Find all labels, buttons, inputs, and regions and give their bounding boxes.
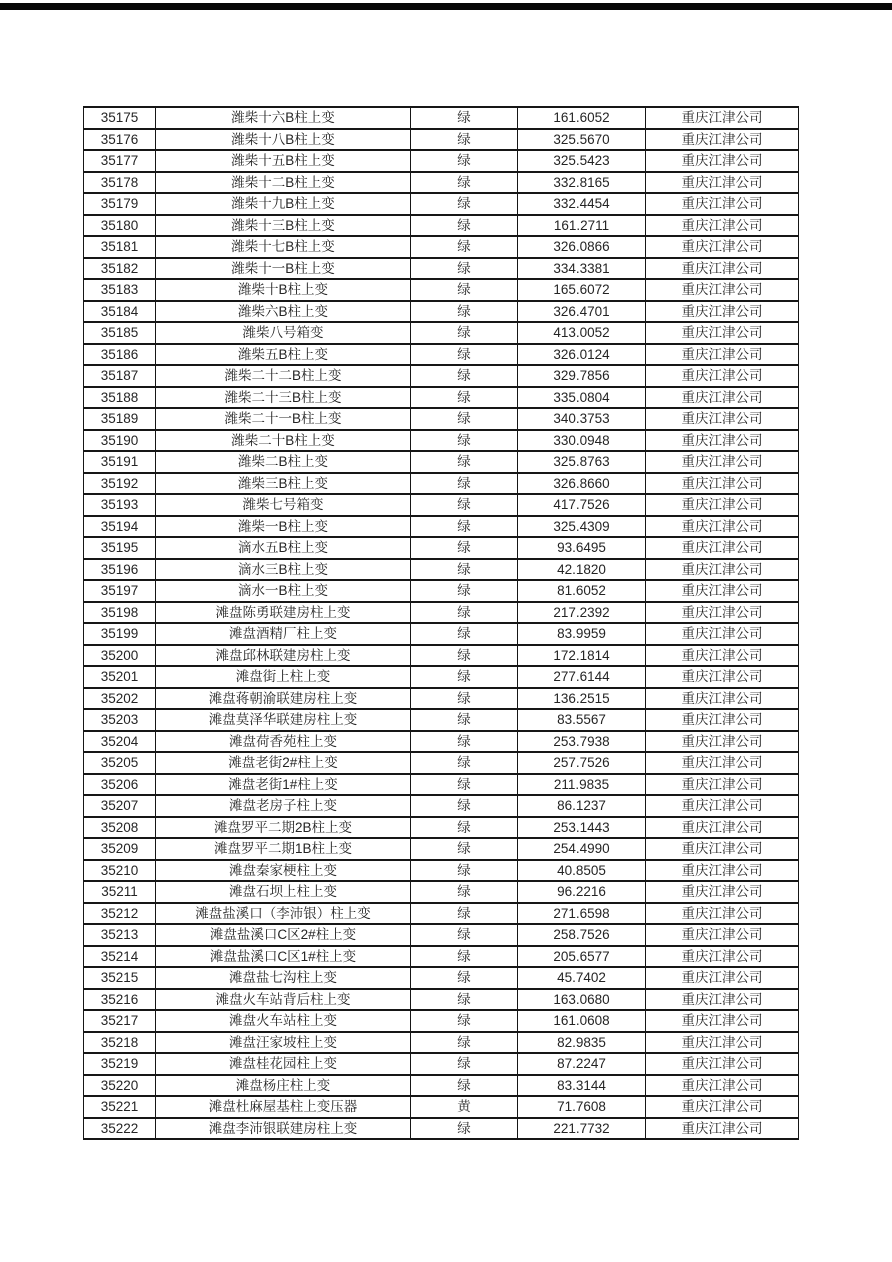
device-name-cell: 滩盘酒精厂柱上变 (156, 623, 411, 645)
company-cell: 重庆江津公司 (646, 1118, 799, 1140)
row-id-cell: 35182 (84, 258, 156, 280)
table-row (84, 666, 799, 688)
company-cell: 重庆江津公司 (646, 387, 799, 409)
table-row (84, 688, 799, 710)
device-name-cell: 滩盘火车站柱上变 (156, 1010, 411, 1032)
value-cell: 334.3381 (518, 258, 646, 280)
row-id-cell: 35201 (84, 666, 156, 688)
row-id-cell: 35180 (84, 215, 156, 237)
company-cell: 重庆江津公司 (646, 795, 799, 817)
status-cell: 绿 (411, 903, 518, 925)
row-id-cell: 35206 (84, 774, 156, 796)
value-cell: 277.6144 (518, 666, 646, 688)
row-id-cell: 35184 (84, 301, 156, 323)
row-id-cell: 35181 (84, 236, 156, 258)
company-cell: 重庆江津公司 (646, 494, 799, 516)
table-row (84, 387, 799, 409)
row-id-cell: 35191 (84, 451, 156, 473)
value-cell: 413.0052 (518, 322, 646, 344)
table-row (84, 279, 799, 301)
row-id-cell: 35188 (84, 387, 156, 409)
value-cell: 165.6072 (518, 279, 646, 301)
table-row (84, 129, 799, 151)
device-name-cell: 滩盘老街2#柱上变 (156, 752, 411, 774)
table-row (84, 1032, 799, 1054)
table-row (84, 838, 799, 860)
status-cell: 绿 (411, 881, 518, 903)
company-cell: 重庆江津公司 (646, 365, 799, 387)
company-cell: 重庆江津公司 (646, 817, 799, 839)
device-name-cell: 滩盘荷香苑柱上变 (156, 731, 411, 753)
device-name-cell: 滴水一B柱上变 (156, 580, 411, 602)
status-cell: 绿 (411, 258, 518, 280)
value-cell: 332.4454 (518, 193, 646, 215)
table-row (84, 215, 799, 237)
value-cell: 326.8660 (518, 473, 646, 495)
company-cell: 重庆江津公司 (646, 430, 799, 452)
value-cell: 93.6495 (518, 537, 646, 559)
status-cell: 绿 (411, 559, 518, 581)
value-cell: 221.7732 (518, 1118, 646, 1140)
value-cell: 96.2216 (518, 881, 646, 903)
row-id-cell: 35195 (84, 537, 156, 559)
table-row (84, 709, 799, 731)
row-id-cell: 35220 (84, 1075, 156, 1097)
device-name-cell: 潍柴一B柱上变 (156, 516, 411, 538)
company-cell: 重庆江津公司 (646, 215, 799, 237)
value-cell: 71.7608 (518, 1096, 646, 1118)
row-id-cell: 35207 (84, 795, 156, 817)
table-row (84, 451, 799, 473)
row-id-cell: 35215 (84, 967, 156, 989)
row-id-cell: 35186 (84, 344, 156, 366)
company-cell: 重庆江津公司 (646, 989, 799, 1011)
company-cell: 重庆江津公司 (646, 172, 799, 194)
status-cell: 绿 (411, 623, 518, 645)
table-row (84, 107, 799, 129)
status-cell: 绿 (411, 473, 518, 495)
table-body (84, 107, 799, 1139)
device-name-cell: 滩盘老房子柱上变 (156, 795, 411, 817)
value-cell: 325.4309 (518, 516, 646, 538)
company-cell: 重庆江津公司 (646, 559, 799, 581)
status-cell: 绿 (411, 709, 518, 731)
company-cell: 重庆江津公司 (646, 666, 799, 688)
row-id-cell: 35178 (84, 172, 156, 194)
table-row (84, 774, 799, 796)
device-name-cell: 潍柴三B柱上变 (156, 473, 411, 495)
row-id-cell: 35194 (84, 516, 156, 538)
value-cell: 335.0804 (518, 387, 646, 409)
status-cell: 绿 (411, 193, 518, 215)
value-cell: 271.6598 (518, 903, 646, 925)
company-cell: 重庆江津公司 (646, 1096, 799, 1118)
value-cell: 40.8505 (518, 860, 646, 882)
table-row (84, 1096, 799, 1118)
device-name-cell: 潍柴二十B柱上变 (156, 430, 411, 452)
value-cell: 326.4701 (518, 301, 646, 323)
device-name-cell: 滩盘火车站背后柱上变 (156, 989, 411, 1011)
status-cell: 绿 (411, 172, 518, 194)
value-cell: 326.0124 (518, 344, 646, 366)
device-name-cell: 滩盘罗平二期2B柱上变 (156, 817, 411, 839)
row-id-cell: 35209 (84, 838, 156, 860)
table-row (84, 430, 799, 452)
device-name-cell: 滩盘杜麻屋基柱上变压器 (156, 1096, 411, 1118)
device-name-cell: 潍柴十七B柱上变 (156, 236, 411, 258)
value-cell: 172.1814 (518, 645, 646, 667)
row-id-cell: 35192 (84, 473, 156, 495)
company-cell: 重庆江津公司 (646, 602, 799, 624)
device-name-cell: 潍柴十二B柱上变 (156, 172, 411, 194)
company-cell: 重庆江津公司 (646, 150, 799, 172)
status-cell: 绿 (411, 752, 518, 774)
company-cell: 重庆江津公司 (646, 645, 799, 667)
table-row (84, 344, 799, 366)
device-name-cell: 滩盘秦家梗柱上变 (156, 860, 411, 882)
row-id-cell: 35217 (84, 1010, 156, 1032)
status-cell: 绿 (411, 408, 518, 430)
value-cell: 161.6052 (518, 107, 646, 129)
value-cell: 340.3753 (518, 408, 646, 430)
value-cell: 161.0608 (518, 1010, 646, 1032)
company-cell: 重庆江津公司 (646, 516, 799, 538)
device-name-cell: 潍柴十八B柱上变 (156, 129, 411, 151)
company-cell: 重庆江津公司 (646, 537, 799, 559)
company-cell: 重庆江津公司 (646, 1010, 799, 1032)
table-row (84, 903, 799, 925)
row-id-cell: 35190 (84, 430, 156, 452)
value-cell: 325.5423 (518, 150, 646, 172)
table-row (84, 473, 799, 495)
status-cell: 绿 (411, 795, 518, 817)
value-cell: 417.7526 (518, 494, 646, 516)
value-cell: 253.7938 (518, 731, 646, 753)
status-cell: 绿 (411, 580, 518, 602)
device-name-cell: 滩盘李沛银联建房柱上变 (156, 1118, 411, 1140)
status-cell: 绿 (411, 989, 518, 1011)
company-cell: 重庆江津公司 (646, 129, 799, 151)
value-cell: 81.6052 (518, 580, 646, 602)
company-cell: 重庆江津公司 (646, 924, 799, 946)
transformer-table (83, 106, 799, 1140)
table-row (84, 1053, 799, 1075)
value-cell: 82.9835 (518, 1032, 646, 1054)
table-row (84, 795, 799, 817)
table-row (84, 752, 799, 774)
status-cell: 绿 (411, 215, 518, 237)
company-cell: 重庆江津公司 (646, 236, 799, 258)
table-row (84, 322, 799, 344)
device-name-cell: 滩盘蒋朝渝联建房柱上变 (156, 688, 411, 710)
status-cell: 绿 (411, 150, 518, 172)
status-cell: 绿 (411, 129, 518, 151)
company-cell: 重庆江津公司 (646, 731, 799, 753)
company-cell: 重庆江津公司 (646, 946, 799, 968)
row-id-cell: 35211 (84, 881, 156, 903)
status-cell: 绿 (411, 236, 518, 258)
row-id-cell: 35199 (84, 623, 156, 645)
row-id-cell: 35179 (84, 193, 156, 215)
status-cell: 绿 (411, 365, 518, 387)
row-id-cell: 35197 (84, 580, 156, 602)
device-name-cell: 滩盘街上柱上变 (156, 666, 411, 688)
status-cell: 绿 (411, 107, 518, 129)
row-id-cell: 35200 (84, 645, 156, 667)
status-cell: 绿 (411, 1075, 518, 1097)
status-cell: 绿 (411, 387, 518, 409)
value-cell: 329.7856 (518, 365, 646, 387)
row-id-cell: 35219 (84, 1053, 156, 1075)
table-row (84, 236, 799, 258)
company-cell: 重庆江津公司 (646, 688, 799, 710)
device-name-cell: 滩盘盐溪口C区2#柱上变 (156, 924, 411, 946)
company-cell: 重庆江津公司 (646, 1032, 799, 1054)
device-name-cell: 潍柴二B柱上变 (156, 451, 411, 473)
device-name-cell: 潍柴八号箱变 (156, 322, 411, 344)
row-id-cell: 35176 (84, 129, 156, 151)
company-cell: 重庆江津公司 (646, 709, 799, 731)
row-id-cell: 35198 (84, 602, 156, 624)
table-row (84, 881, 799, 903)
row-id-cell: 35177 (84, 150, 156, 172)
company-cell: 重庆江津公司 (646, 774, 799, 796)
table-row (84, 150, 799, 172)
company-cell: 重庆江津公司 (646, 344, 799, 366)
status-cell: 绿 (411, 1118, 518, 1140)
row-id-cell: 35221 (84, 1096, 156, 1118)
row-id-cell: 35204 (84, 731, 156, 753)
row-id-cell: 35183 (84, 279, 156, 301)
table-row (84, 537, 799, 559)
value-cell: 45.7402 (518, 967, 646, 989)
table-row (84, 258, 799, 280)
company-cell: 重庆江津公司 (646, 322, 799, 344)
value-cell: 326.0866 (518, 236, 646, 258)
device-name-cell: 潍柴六B柱上变 (156, 301, 411, 323)
value-cell: 325.5670 (518, 129, 646, 151)
table-row (84, 408, 799, 430)
row-id-cell: 35213 (84, 924, 156, 946)
company-cell: 重庆江津公司 (646, 752, 799, 774)
device-name-cell: 潍柴二十一B柱上变 (156, 408, 411, 430)
table-row (84, 365, 799, 387)
status-cell: 绿 (411, 924, 518, 946)
device-name-cell: 滩盘莫泽华联建房柱上变 (156, 709, 411, 731)
company-cell: 重庆江津公司 (646, 967, 799, 989)
table-row (84, 967, 799, 989)
row-id-cell: 35205 (84, 752, 156, 774)
status-cell: 绿 (411, 1053, 518, 1075)
company-cell: 重庆江津公司 (646, 860, 799, 882)
device-name-cell: 潍柴十B柱上变 (156, 279, 411, 301)
value-cell: 332.8165 (518, 172, 646, 194)
company-cell: 重庆江津公司 (646, 903, 799, 925)
status-cell: 绿 (411, 1010, 518, 1032)
value-cell: 136.2515 (518, 688, 646, 710)
device-name-cell: 滩盘杨庄柱上变 (156, 1075, 411, 1097)
status-cell: 绿 (411, 946, 518, 968)
value-cell: 257.7526 (518, 752, 646, 774)
device-name-cell: 滩盘盐溪口（李沛银）柱上变 (156, 903, 411, 925)
company-cell: 重庆江津公司 (646, 881, 799, 903)
device-name-cell: 滩盘石坝上柱上变 (156, 881, 411, 903)
company-cell: 重庆江津公司 (646, 838, 799, 860)
status-cell: 绿 (411, 666, 518, 688)
value-cell: 205.6577 (518, 946, 646, 968)
table-row (84, 731, 799, 753)
device-name-cell: 滩盘桂花园柱上变 (156, 1053, 411, 1075)
value-cell: 86.1237 (518, 795, 646, 817)
table-row (84, 494, 799, 516)
company-cell: 重庆江津公司 (646, 580, 799, 602)
status-cell: 绿 (411, 451, 518, 473)
value-cell: 161.2711 (518, 215, 646, 237)
device-name-cell: 滩盘陈勇联建房柱上变 (156, 602, 411, 624)
status-cell: 绿 (411, 688, 518, 710)
status-cell: 黄 (411, 1096, 518, 1118)
company-cell: 重庆江津公司 (646, 623, 799, 645)
row-id-cell: 35214 (84, 946, 156, 968)
value-cell: 87.2247 (518, 1053, 646, 1075)
value-cell: 83.5567 (518, 709, 646, 731)
table-row (84, 860, 799, 882)
value-cell: 83.3144 (518, 1075, 646, 1097)
device-name-cell: 滩盘老街1#柱上变 (156, 774, 411, 796)
table-row (84, 193, 799, 215)
value-cell: 217.2392 (518, 602, 646, 624)
table-row (84, 602, 799, 624)
device-name-cell: 滩盘汪家坡柱上变 (156, 1032, 411, 1054)
company-cell: 重庆江津公司 (646, 408, 799, 430)
status-cell: 绿 (411, 774, 518, 796)
device-name-cell: 潍柴七号箱变 (156, 494, 411, 516)
device-name-cell: 滩盘盐七沟柱上变 (156, 967, 411, 989)
table-row (84, 817, 799, 839)
status-cell: 绿 (411, 301, 518, 323)
row-id-cell: 35196 (84, 559, 156, 581)
row-id-cell: 35216 (84, 989, 156, 1011)
value-cell: 253.1443 (518, 817, 646, 839)
status-cell: 绿 (411, 537, 518, 559)
status-cell: 绿 (411, 1032, 518, 1054)
device-name-cell: 潍柴十六B柱上变 (156, 107, 411, 129)
value-cell: 211.9835 (518, 774, 646, 796)
status-cell: 绿 (411, 838, 518, 860)
table-row (84, 580, 799, 602)
status-cell: 绿 (411, 279, 518, 301)
company-cell: 重庆江津公司 (646, 279, 799, 301)
device-name-cell: 滴水三B柱上变 (156, 559, 411, 581)
status-cell: 绿 (411, 602, 518, 624)
row-id-cell: 35189 (84, 408, 156, 430)
device-name-cell: 潍柴十一B柱上变 (156, 258, 411, 280)
value-cell: 330.0948 (518, 430, 646, 452)
row-id-cell: 35187 (84, 365, 156, 387)
row-id-cell: 35212 (84, 903, 156, 925)
device-name-cell: 潍柴十三B柱上变 (156, 215, 411, 237)
value-cell: 254.4990 (518, 838, 646, 860)
status-cell: 绿 (411, 645, 518, 667)
table-row (84, 645, 799, 667)
table-row (84, 1118, 799, 1140)
company-cell: 重庆江津公司 (646, 193, 799, 215)
table-row (84, 1010, 799, 1032)
table-row (84, 172, 799, 194)
device-name-cell: 滩盘邱林联建房柱上变 (156, 645, 411, 667)
table-row (84, 301, 799, 323)
device-name-cell: 潍柴二十二B柱上变 (156, 365, 411, 387)
value-cell: 42.1820 (518, 559, 646, 581)
device-name-cell: 潍柴十九B柱上变 (156, 193, 411, 215)
table-row (84, 1075, 799, 1097)
device-name-cell: 滴水五B柱上变 (156, 537, 411, 559)
row-id-cell: 35185 (84, 322, 156, 344)
company-cell: 重庆江津公司 (646, 107, 799, 129)
device-name-cell: 潍柴二十三B柱上变 (156, 387, 411, 409)
table-row (84, 559, 799, 581)
row-id-cell: 35218 (84, 1032, 156, 1054)
status-cell: 绿 (411, 731, 518, 753)
table-row (84, 516, 799, 538)
row-id-cell: 35202 (84, 688, 156, 710)
value-cell: 325.8763 (518, 451, 646, 473)
status-cell: 绿 (411, 430, 518, 452)
value-cell: 83.9959 (518, 623, 646, 645)
scan-top-bar (0, 3, 892, 10)
device-name-cell: 滩盘盐溪口C区1#柱上变 (156, 946, 411, 968)
status-cell: 绿 (411, 344, 518, 366)
company-cell: 重庆江津公司 (646, 258, 799, 280)
status-cell: 绿 (411, 494, 518, 516)
row-id-cell: 35208 (84, 817, 156, 839)
device-name-cell: 滩盘罗平二期1B柱上变 (156, 838, 411, 860)
row-id-cell: 35203 (84, 709, 156, 731)
value-cell: 258.7526 (518, 924, 646, 946)
status-cell: 绿 (411, 322, 518, 344)
status-cell: 绿 (411, 817, 518, 839)
company-cell: 重庆江津公司 (646, 1075, 799, 1097)
status-cell: 绿 (411, 967, 518, 989)
device-name-cell: 潍柴五B柱上变 (156, 344, 411, 366)
table-row (84, 946, 799, 968)
row-id-cell: 35175 (84, 107, 156, 129)
table-row (84, 989, 799, 1011)
company-cell: 重庆江津公司 (646, 1053, 799, 1075)
row-id-cell: 35222 (84, 1118, 156, 1140)
company-cell: 重庆江津公司 (646, 301, 799, 323)
row-id-cell: 35193 (84, 494, 156, 516)
status-cell: 绿 (411, 860, 518, 882)
status-cell: 绿 (411, 516, 518, 538)
row-id-cell: 35210 (84, 860, 156, 882)
company-cell: 重庆江津公司 (646, 451, 799, 473)
company-cell: 重庆江津公司 (646, 473, 799, 495)
device-name-cell: 潍柴十五B柱上变 (156, 150, 411, 172)
table-row (84, 623, 799, 645)
value-cell: 163.0680 (518, 989, 646, 1011)
table-row (84, 924, 799, 946)
